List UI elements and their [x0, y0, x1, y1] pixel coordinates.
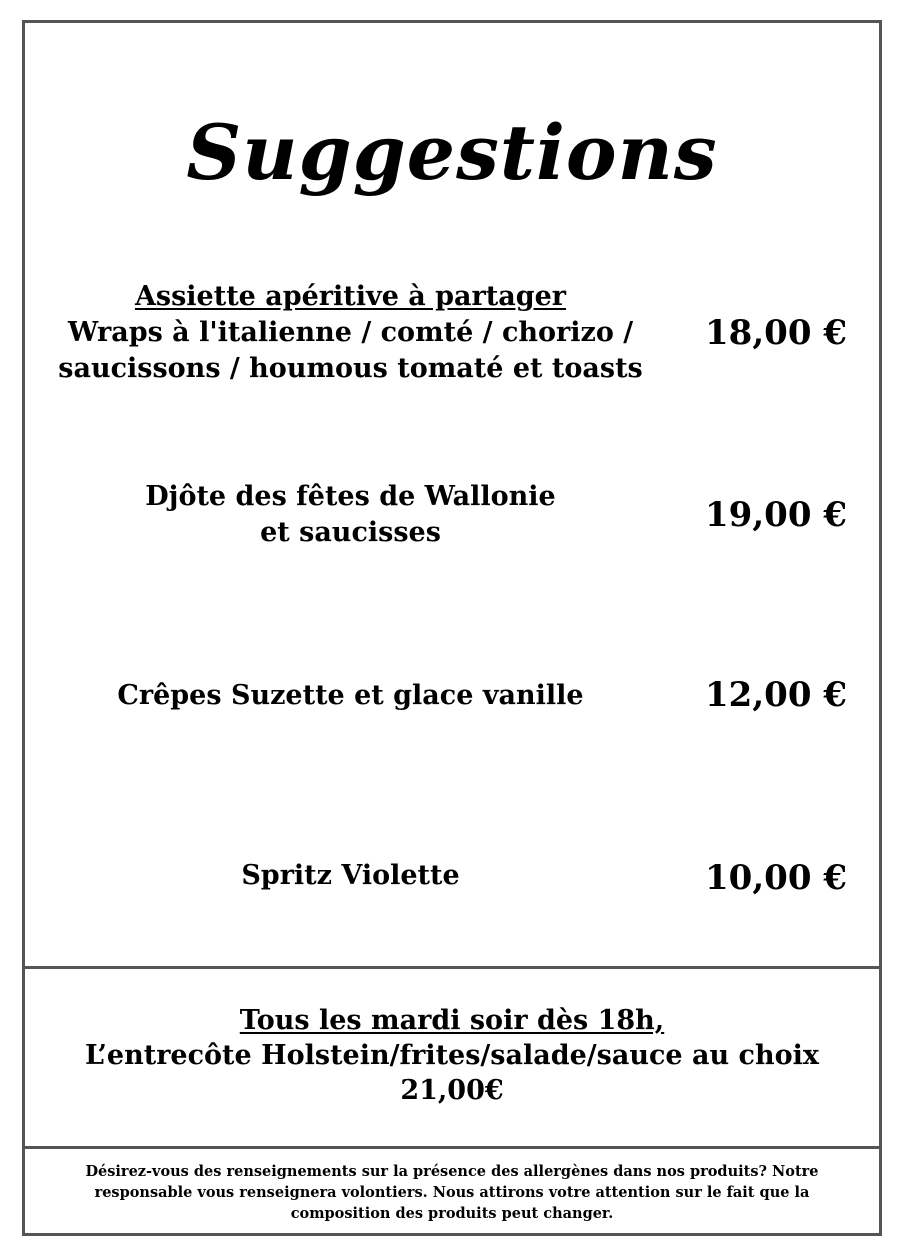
item-description-line: Crêpes Suzette et glace vanille [117, 680, 584, 711]
item-price: 12,00 € [705, 675, 847, 715]
item-price: 19,00 € [705, 495, 847, 535]
allergen-notice: Désirez-vous des renseignements sur la présence des allergènes dans nos produits? Notre responsable vous renseignera volontiers. Nous attirons votre attention sur le fait que la composition des produits peut changer. [85, 1163, 819, 1222]
item-price: 10,00 € [705, 858, 847, 898]
menu-item-spritz [25, 858, 676, 894]
section-divider [25, 1146, 879, 1149]
item-heading: Assiette apéritive à partager [134, 281, 567, 312]
promo-price: 21,00€ [400, 1075, 504, 1106]
menu-frame [22, 20, 882, 1236]
item-description-line: Spritz Violette [241, 860, 460, 891]
item-description-line: Wraps à l'italienne / comté / chorizo / [67, 317, 634, 348]
section-divider [25, 966, 879, 969]
menu-item-assiette [25, 279, 676, 387]
item-description-line: et saucisses [260, 517, 441, 548]
promo-heading: Tous les mardi soir dès 18h, [239, 1005, 665, 1036]
promo-section [25, 1003, 879, 1108]
menu-item-crepes [25, 678, 676, 714]
menu-title: Suggestions [186, 108, 718, 197]
menu-item-djote [25, 479, 676, 551]
item-description-line: saucissons / houmous tomaté et toasts [58, 353, 643, 384]
item-description-line: Djôte des fêtes de Wallonie [145, 481, 556, 512]
item-price: 18,00 € [705, 313, 847, 353]
promo-description: L’entrecôte Holstein/frites/salade/sauce au choix [85, 1040, 819, 1071]
